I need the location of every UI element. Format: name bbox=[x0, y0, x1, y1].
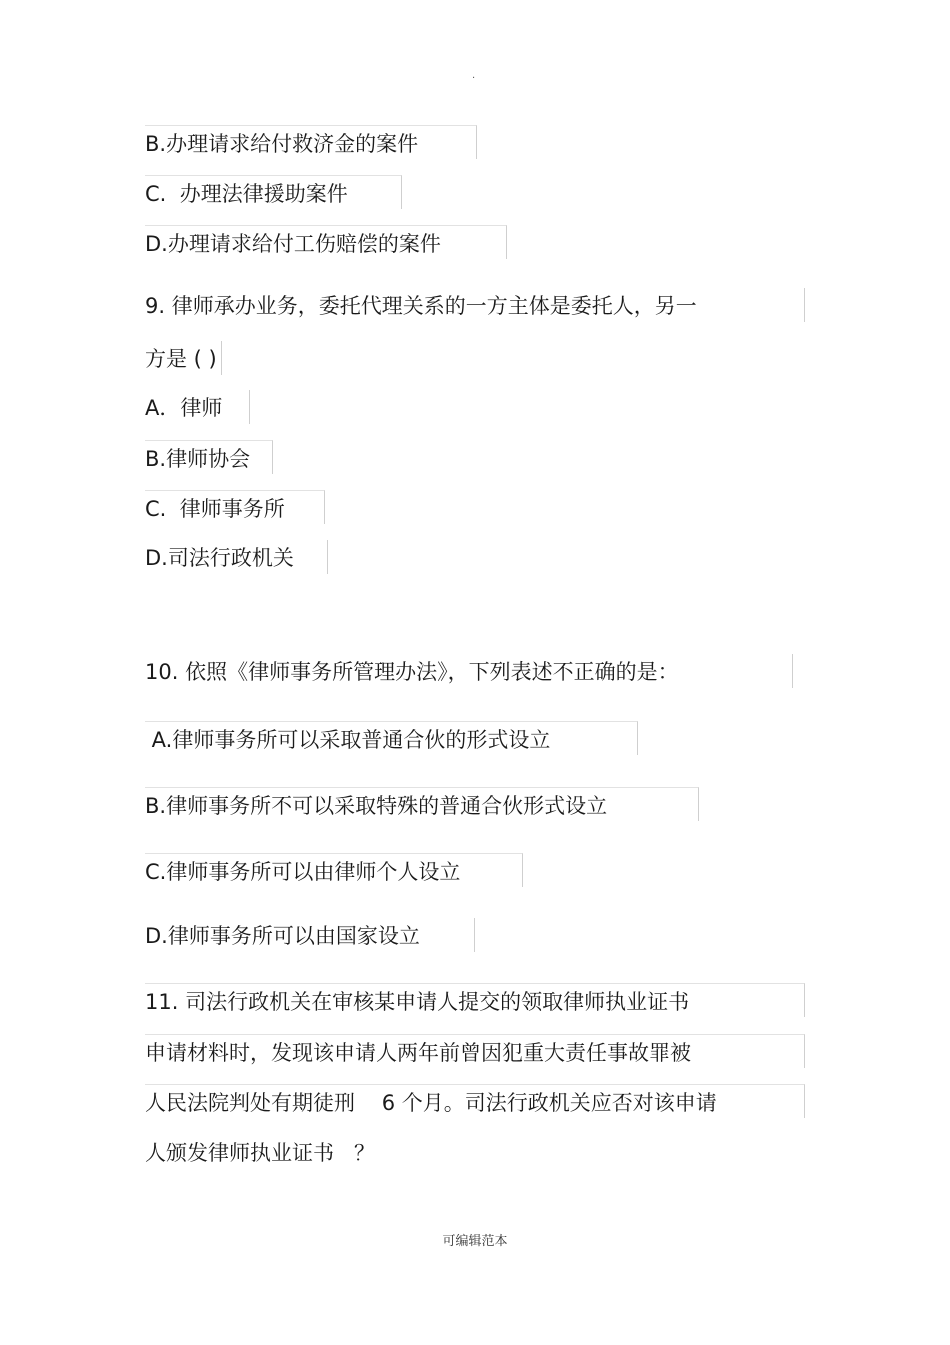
footer-label: 可编辑范本 bbox=[442, 1234, 508, 1249]
option-9d: D.司法行政机关 bbox=[145, 540, 328, 574]
option-8b: B.办理请求给付救济金的案件 bbox=[145, 125, 477, 159]
question-11-line-2: 申请材料时，发现该申请人两年前曾因犯重大责任事故罪被 bbox=[145, 1034, 805, 1068]
question-11-line-4: 人颁发律师执业证书 ？ bbox=[145, 1141, 376, 1165]
option-9a: A．律师 bbox=[145, 390, 250, 424]
header-dot: . bbox=[472, 70, 476, 81]
option-8c: C. 办理法律援助案件 bbox=[145, 175, 402, 209]
question-11-line-3: 人民法院判处有期徒刑 6 个月。司法行政机关应否对该申请 bbox=[145, 1084, 805, 1118]
option-9c: C. 律师事务所 bbox=[145, 490, 325, 524]
question-9-line-2: 方是 ( ) bbox=[145, 341, 222, 375]
option-10c: C.律师事务所可以由律师个人设立 bbox=[145, 853, 523, 887]
option-9b: B.律师协会 bbox=[145, 440, 273, 474]
option-10b: B.律师事务所不可以采取特殊的普通合伙形式设立 bbox=[145, 787, 699, 821]
option-8d: D.办理请求给付工伤赔偿的案件 bbox=[145, 225, 507, 259]
option-10a: A.律师事务所可以采取普通合伙的形式设立 bbox=[145, 721, 638, 755]
question-10: 10. 依照《律师事务所管理办法》，下列表述不正确的是： bbox=[145, 654, 793, 688]
question-11-line-1: 11. 司法行政机关在审核某申请人提交的领取律师执业证书 bbox=[145, 983, 805, 1017]
question-9-line-1: 9. 律师承办业务，委托代理关系的一方主体是委托人，另一 bbox=[145, 288, 805, 322]
option-10d: D.律师事务所可以由国家设立 bbox=[145, 918, 475, 952]
